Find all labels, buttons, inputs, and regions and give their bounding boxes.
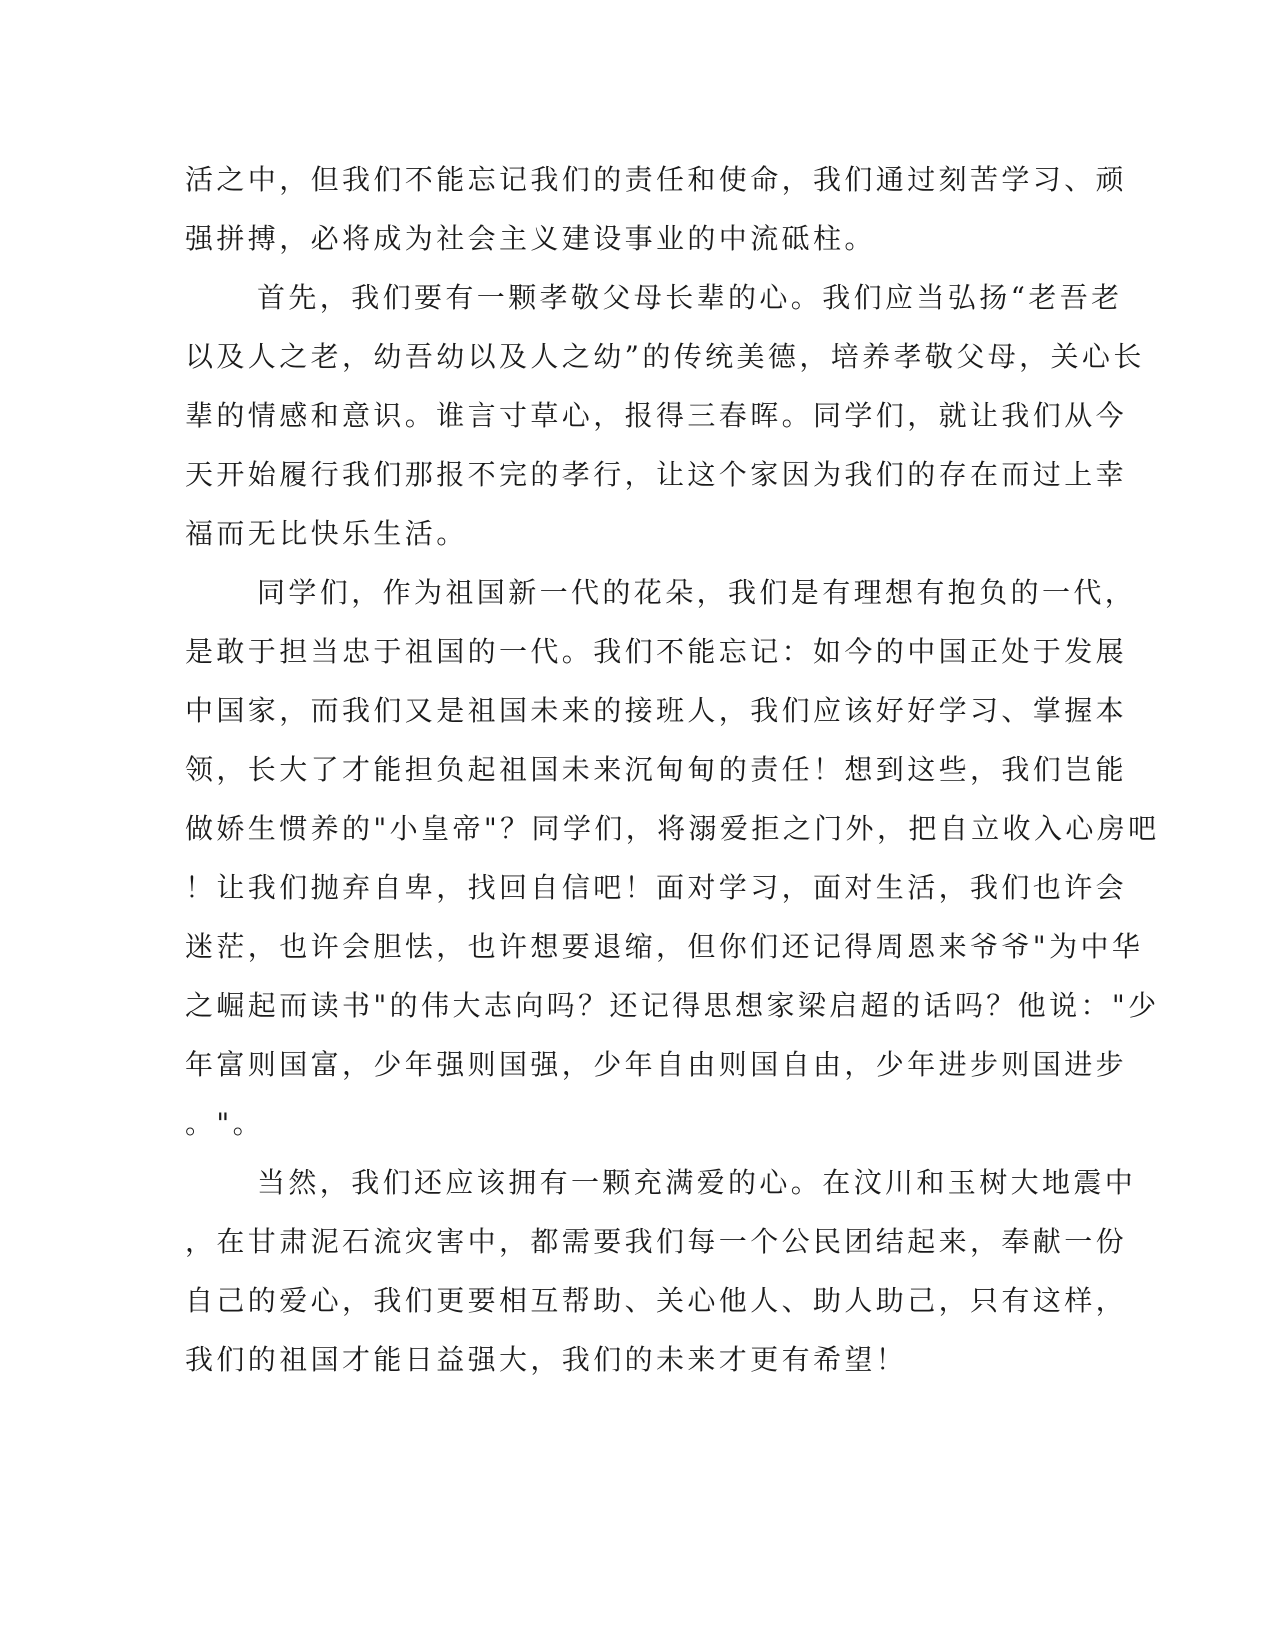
text-line: 辈的情感和意识。谁言寸草心，报得三春晖。同学们，就让我们从今 — [185, 399, 1128, 432]
text-line: 中国家，而我们又是祖国未来的接班人，我们应该好好学习、掌握本 — [185, 694, 1128, 727]
text-line: 迷茫，也许会胆怯，也许想要退缩，但你们还记得周恩来爷爷"为中华 — [185, 930, 1144, 963]
text-line-paragraph-start: 同学们，作为祖国新一代的花朵，我们是有理想有抱负的一代， — [257, 576, 1137, 609]
text-line: 年富则国富，少年强则国强，少年自由则国自由，少年进步则国进步 — [185, 1048, 1128, 1081]
text-line: 领，长大了才能担负起祖国未来沉甸甸的责任！想到这些，我们岂能 — [185, 753, 1128, 786]
text-line: 我们的祖国才能日益强大，我们的未来才更有希望！ — [185, 1343, 908, 1376]
text-line: 。"。 — [185, 1107, 265, 1140]
text-line: 天开始履行我们那报不完的孝行，让这个家因为我们的存在而过上幸 — [185, 458, 1128, 491]
text-line-paragraph-start: 当然，我们还应该拥有一颗充满爱的心。在汶川和玉树大地震中 — [257, 1166, 1137, 1199]
text-line: 活之中，但我们不能忘记我们的责任和使命，我们通过刻苦学习、顽 — [185, 163, 1128, 196]
text-line: 强拼搏，必将成为社会主义建设事业的中流砥柱。 — [185, 222, 876, 255]
text-line-paragraph-start: 首先，我们要有一颗孝敬父母长辈的心。我们应当弘扬“老吾老 — [257, 281, 1123, 314]
text-line: 以及人之老，幼吾幼以及人之幼”的传统美德，培养孝敬父母，关心长 — [185, 340, 1145, 373]
text-line: 福而无比快乐生活。 — [185, 517, 468, 550]
text-line: 之崛起而读书"的伟大志向吗？还记得思想家梁启超的话吗？他说："少 — [185, 989, 1160, 1022]
text-line: 是敢于担当忠于祖国的一代。我们不能忘记：如今的中国正处于发展 — [185, 635, 1128, 668]
text-line: 自己的爱心，我们更要相互帮助、关心他人、助人助己，只有这样， — [185, 1284, 1128, 1317]
text-line: 做娇生惯养的"小皇帝"？同学们，将溺爱拒之门外，把自立收入心房吧 — [185, 812, 1160, 845]
text-line: ！让我们抛弃自卑，找回自信吧！面对学习，面对生活，我们也许会 — [185, 871, 1128, 904]
text-line: ，在甘肃泥石流灾害中，都需要我们每一个公民团结起来，奉献一份 — [185, 1225, 1128, 1258]
